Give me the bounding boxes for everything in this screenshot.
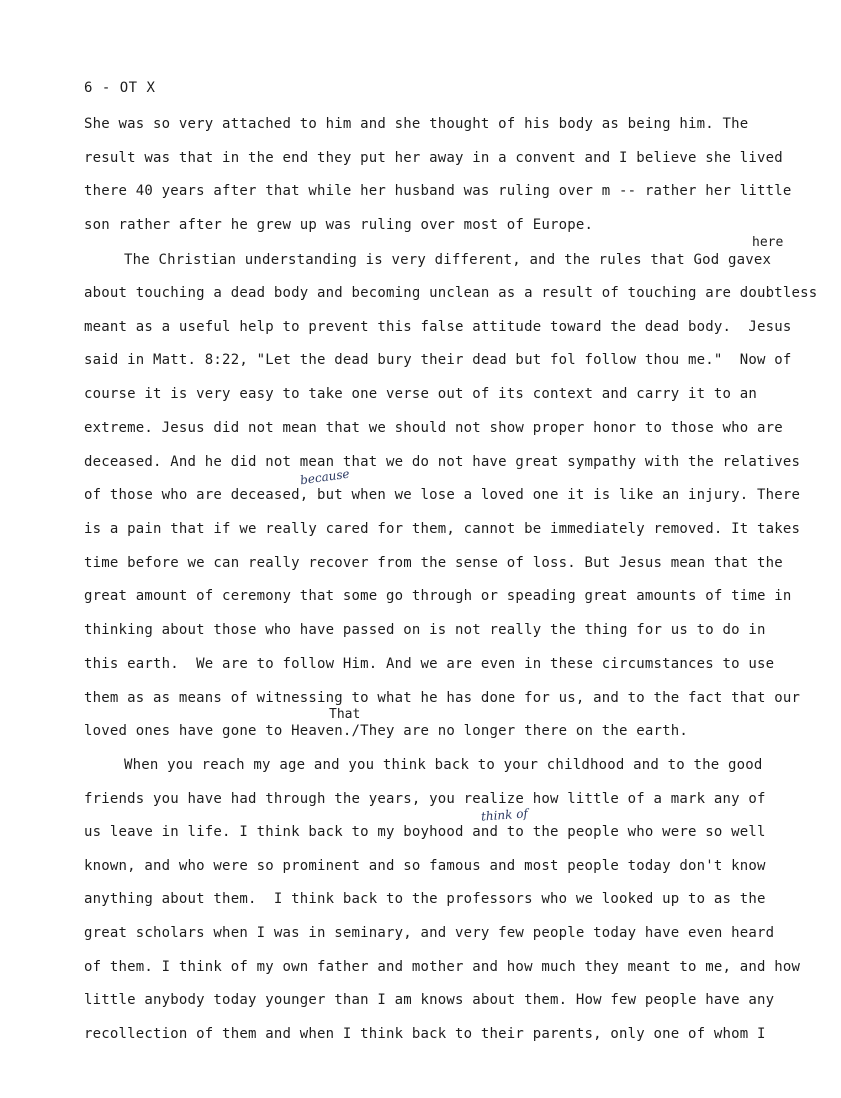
text-line: deceased. And he did not mean that we do not have great sympathy with the relatives (84, 454, 801, 470)
text-line: meant as a useful help to prevent this false attitude toward the dead body. Jesus (84, 319, 792, 335)
text-line: great scholars when I was in seminary, and very few people today have even heard (84, 925, 775, 941)
text-line: about touching a dead body and becoming unclean as a result of touching are doubtless (84, 285, 818, 301)
text-line: friends you have had through the years, you realize how little of a mark any of (84, 791, 766, 807)
text-line: us leave in life. I think back to my boyhood and to the people who were so well (84, 824, 766, 840)
text-line: course it is very easy to take one verse out of its context and carry it to an (84, 386, 758, 402)
text-line: them as as means of witnessing to what he has done for us, and to the fact that our (84, 690, 801, 706)
text-line: She was so very attached to him and she thought of his body as being him. The (84, 116, 749, 132)
text-line: thinking about those who have passed on is not really the thing for us to do in (84, 622, 766, 638)
text-line: time before we can really recover from the sense of loss. But Jesus mean that the (84, 555, 783, 571)
handwritten-insertion-think-of: think of (480, 806, 529, 824)
text-line: of them. I think of my own father and mother and how much they meant to me, and how (84, 959, 801, 975)
text-line: The Christian understanding is very different, and the rules that God gavex (124, 252, 772, 268)
text-line: son rather after he grew up was ruling over most of Europe. (84, 217, 594, 233)
text-line: is a pain that if we really cared for them, cannot be immediately removed. It takes (84, 521, 801, 537)
text-line: anything about them. I think back to the professors who we looked up to as the (84, 891, 766, 907)
text-line: known, and who were so prominent and so famous and most people today don't know (84, 858, 766, 874)
text-line: recollection of them and when I think back to their parents, only one of whom I (84, 1026, 766, 1042)
text-line: of those who are deceased, but when we lose a loved one it is like an injury. There (84, 487, 801, 503)
handwritten-insertion-because: because (299, 466, 351, 488)
text-line: When you reach my age and you think back to your childhood and to the good (124, 757, 763, 773)
typed-insertion-here: here (752, 235, 784, 250)
typed-insertion-that: That (329, 707, 361, 722)
text-line: this earth. We are to follow Him. And we are even in these circumstances to use (84, 656, 775, 672)
text-line: said in Matt. 8:22, "Let the dead bury their dead but fol follow thou me." Now of (84, 352, 792, 368)
page-header: 6 - OT X (84, 80, 156, 96)
text-line: result was that in the end they put her away in a convent and I believe she lived (84, 150, 783, 166)
text-line: extreme. Jesus did not mean that we should not show proper honor to those who are (84, 420, 783, 436)
text-line: there 40 years after that while her husband was ruling over m -- rather her little (84, 183, 792, 199)
text-line: little anybody today younger than I am knows about them. How few people have any (84, 992, 775, 1008)
text-line: great amount of ceremony that some go through or speading great amounts of time in (84, 588, 792, 604)
text-line: loved ones have gone to Heaven./They are no longer there on the earth. (84, 723, 689, 739)
